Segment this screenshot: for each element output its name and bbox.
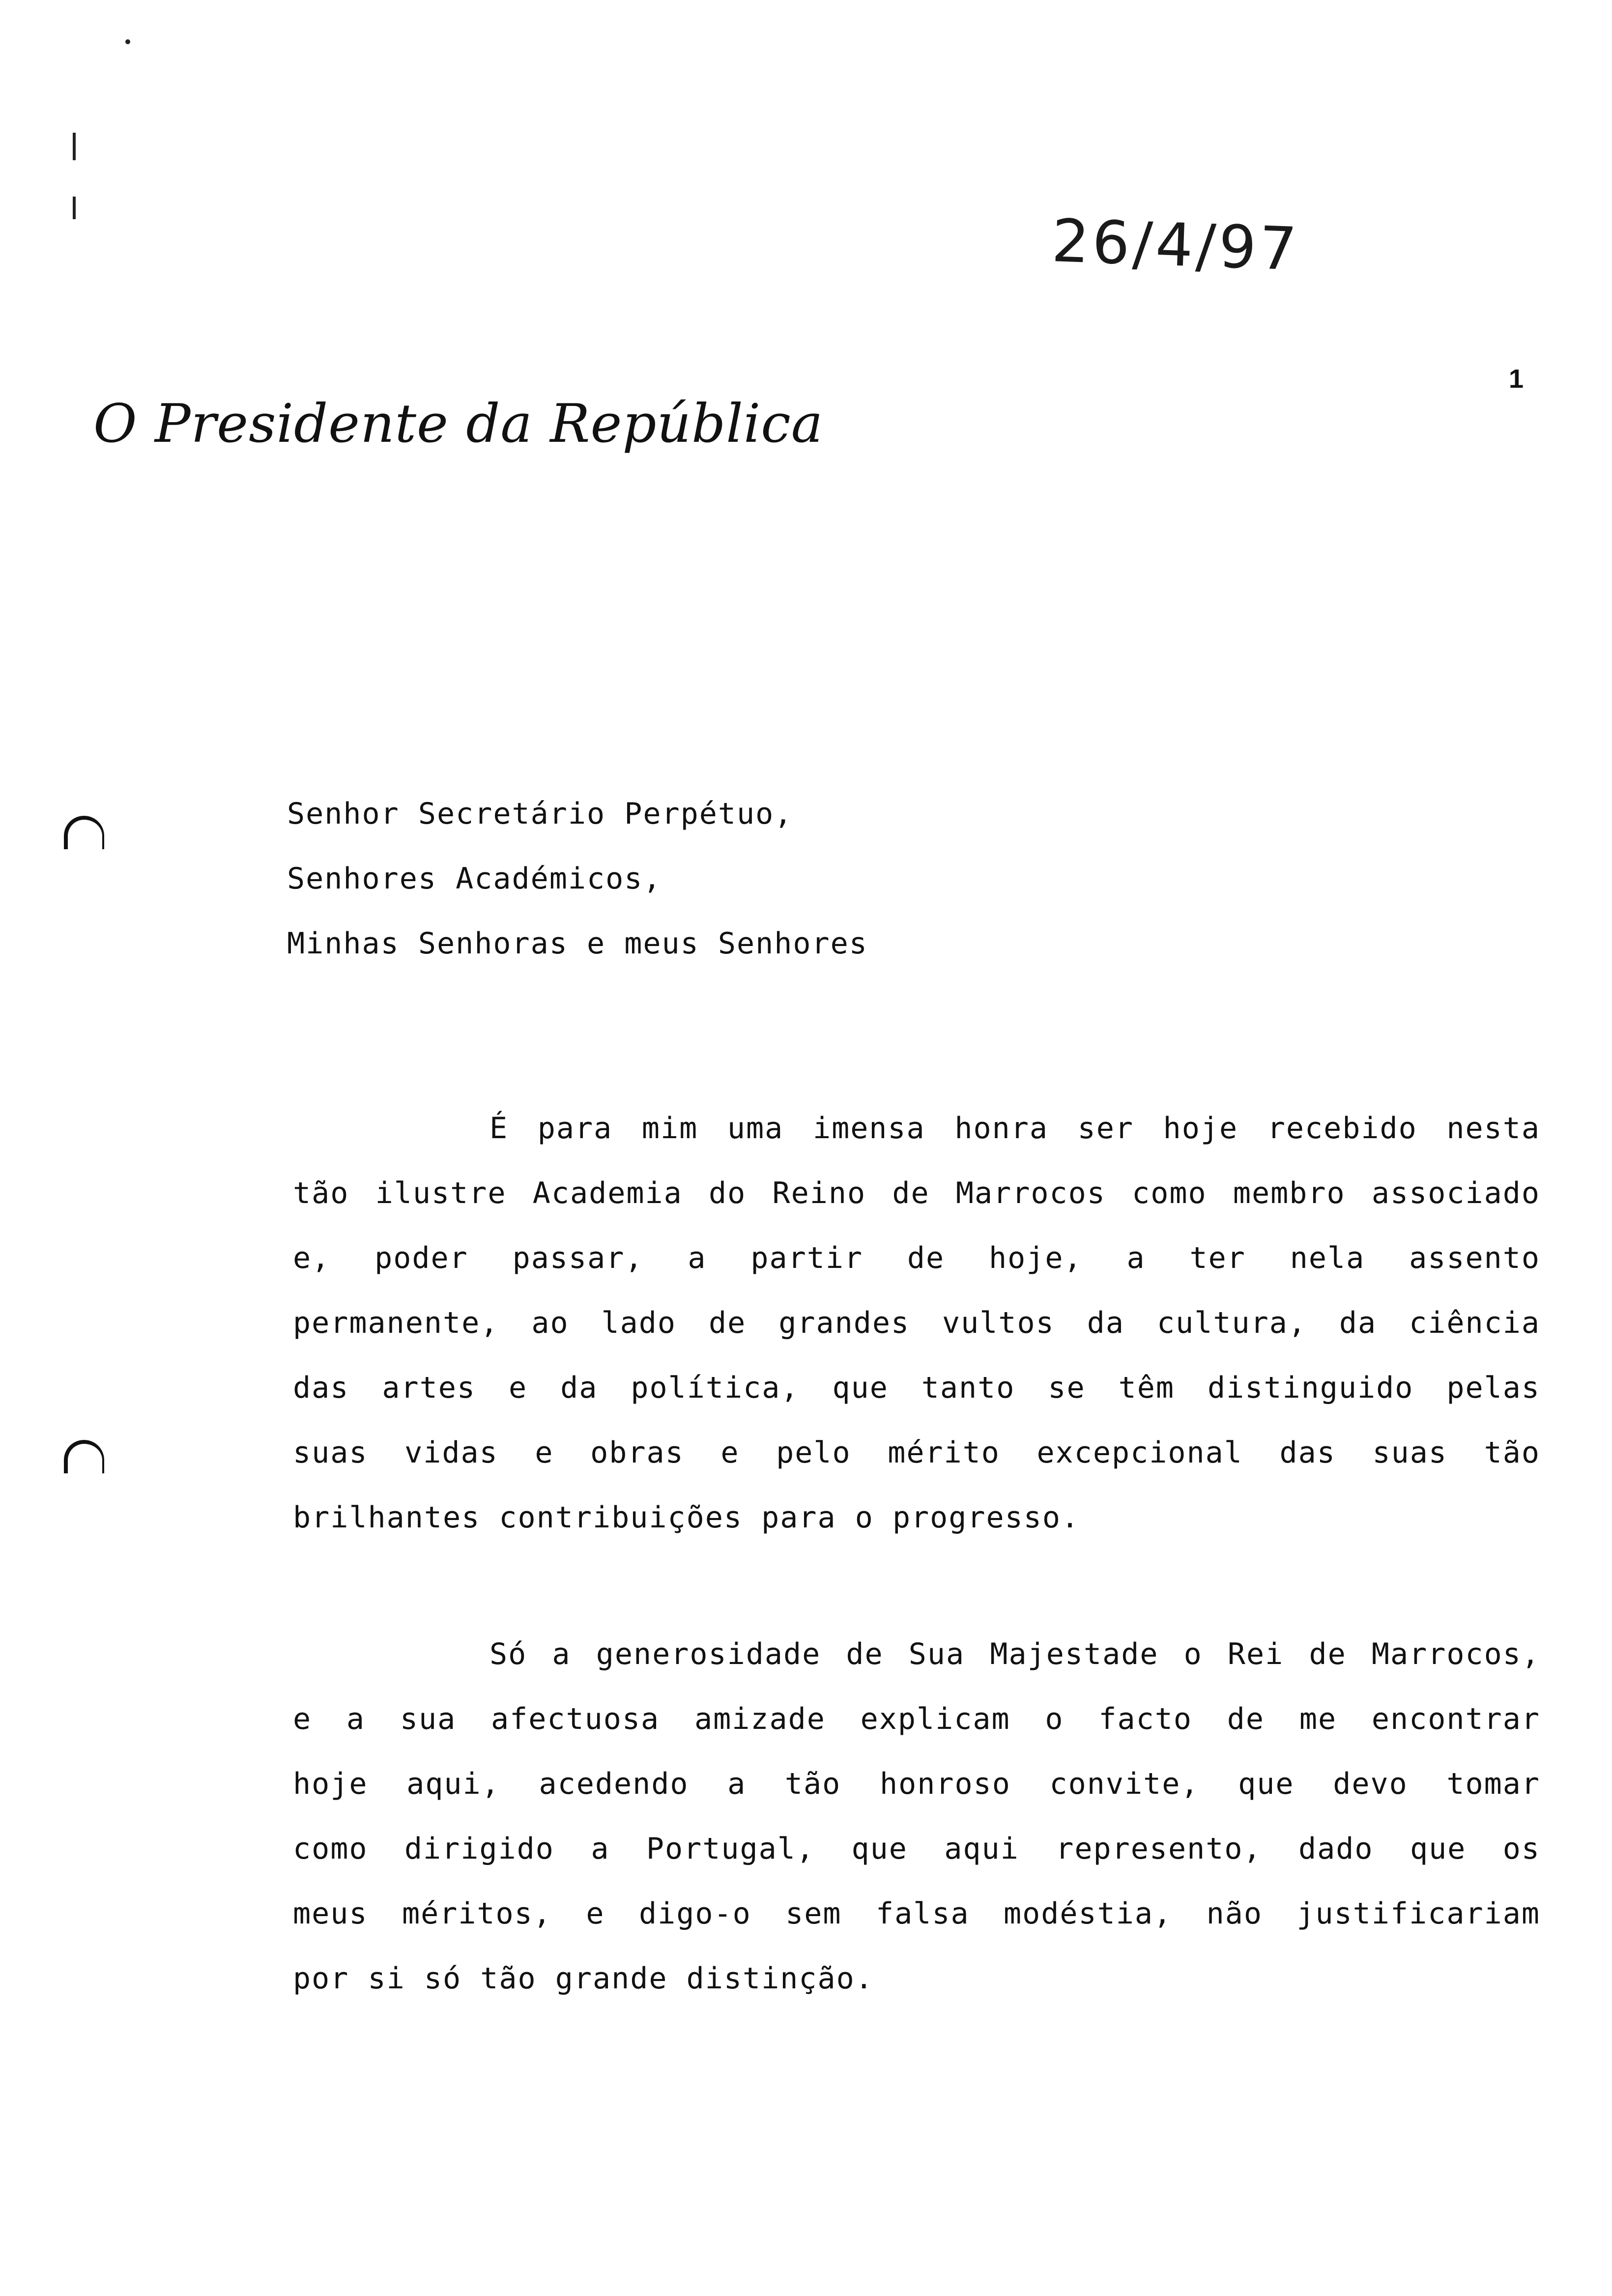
- salutation-line: Minhas Senhoras e meus Senhores: [287, 926, 868, 961]
- punch-hole-mark: [64, 816, 104, 849]
- paragraph-2: [293, 1622, 1540, 2011]
- letterhead: O Presidente da República: [93, 393, 824, 455]
- paragraph-line: das artes e da política, que tanto se têm distinguido pelas: [293, 1371, 1540, 1405]
- paragraph-line: por si só tão grande distinção.: [293, 1961, 874, 1996]
- paragraph-line: É para mim uma imensa honra ser hoje recebido nesta: [489, 1111, 1540, 1146]
- paragraph-line: e a sua afectuosa amizade explicam o facto de me encontrar: [293, 1702, 1540, 1736]
- handwritten-date: 26/4/97: [1050, 207, 1301, 284]
- page-number: 1: [1509, 364, 1524, 394]
- paragraph-line: Só a generosidade de Sua Majestade o Rei de Marrocos,: [489, 1637, 1540, 1671]
- scan-mark: [73, 133, 76, 160]
- salutation: [287, 781, 868, 976]
- scan-mark: [73, 197, 76, 219]
- paragraph-line: e, poder passar, a partir de hoje, a ter nela assento: [293, 1241, 1540, 1275]
- paragraph-line: brilhantes contribuições para o progresso.: [293, 1500, 1080, 1535]
- paragraph-line: tão ilustre Academia do Reino de Marrocos como membro associado: [293, 1176, 1540, 1210]
- paragraph-line: suas vidas e obras e pelo mérito excepcional das suas tão: [293, 1435, 1540, 1470]
- salutation-line: Senhores Académicos,: [287, 861, 662, 896]
- scan-mark: [125, 39, 130, 44]
- paragraph-line: permanente, ao lado de grandes vultos da cultura, da ciência: [293, 1306, 1540, 1340]
- paragraph-line: como dirigido a Portugal, que aqui represento, dado que os: [293, 1832, 1540, 1866]
- punch-hole-mark: [64, 1440, 104, 1473]
- paragraph-1: [293, 1096, 1540, 1550]
- paragraph-line: hoje aqui, acedendo a tão honroso convite, que devo tomar: [293, 1767, 1540, 1801]
- paragraph-line: meus méritos, e digo-o sem falsa modéstia, não justificariam: [293, 1896, 1540, 1931]
- salutation-line: Senhor Secretário Perpétuo,: [287, 797, 793, 831]
